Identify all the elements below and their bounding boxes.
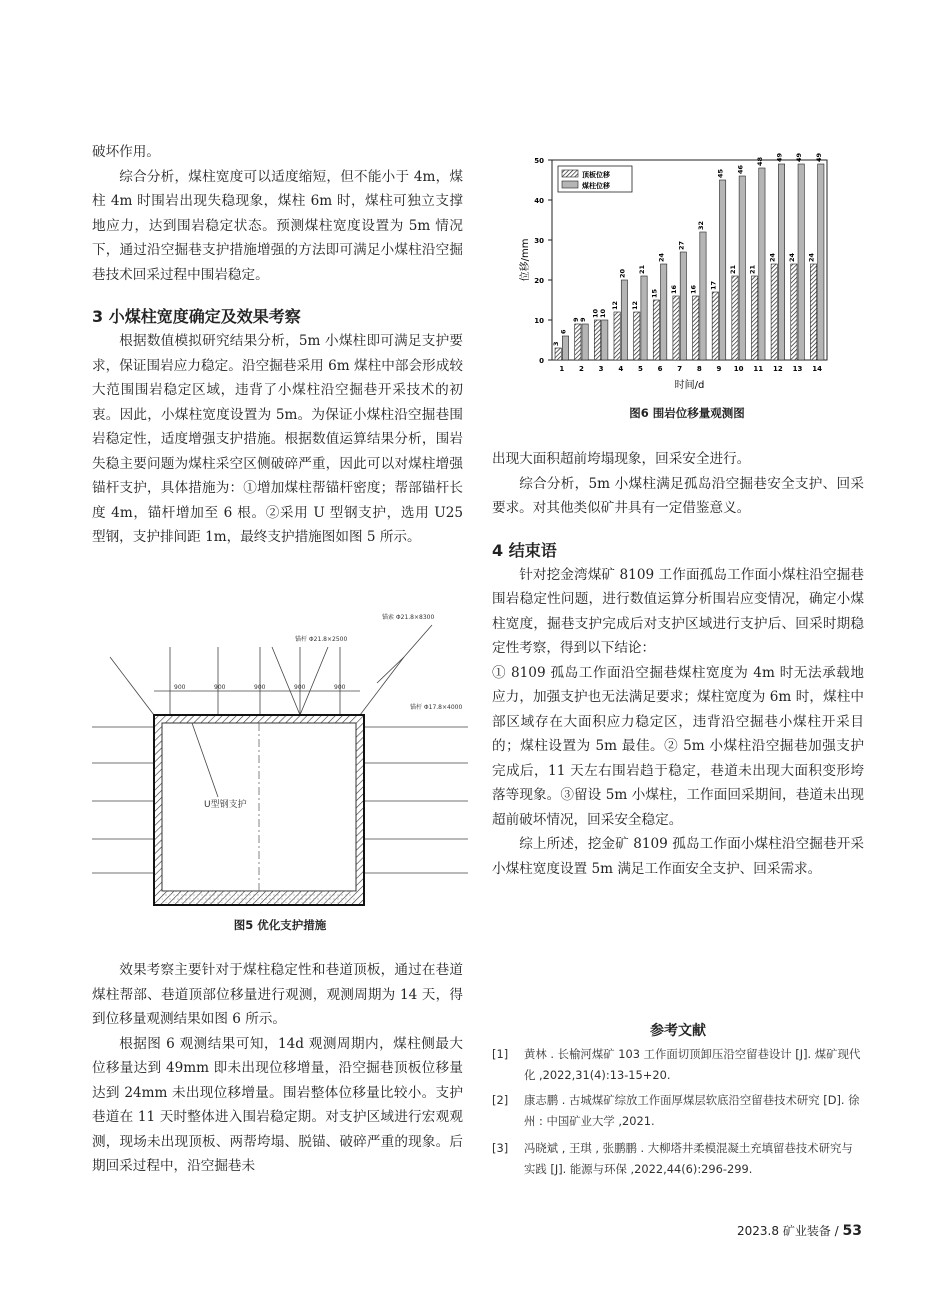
u-steel-label: U型钢支护	[204, 800, 247, 810]
bar-roof	[732, 276, 738, 360]
bar-roof	[771, 264, 777, 360]
bar-value-label: 17	[709, 280, 718, 290]
bar-roof	[575, 324, 581, 360]
bar-value-label: 24	[787, 252, 796, 262]
bar-value-label: 48	[755, 156, 764, 166]
bar-value-label: 9	[571, 317, 580, 322]
paragraph: ① 8109 孤岛工作面沿空掘巷煤柱宽度为 4m 时无法承载地应力，加强支护也无法满足要求；煤柱宽度为 6m 时，煤柱中部区域存在大面积应力稳定区，违背沿空掘巷小煤柱开采目的；煤柱设置为 5m 最佳。② 5m 小煤柱沿空掘巷加强支护完成后，11 天左右围岩趋于稳定，巷道未出现大面积变形垮落等现象。③留设 5m 小煤柱，工作面回采期间，巷道未出现超前破坏情况，回采安全稳定。	[492, 664, 864, 828]
y-tick-label: 10	[534, 317, 544, 325]
bar-roof	[751, 276, 757, 360]
x-tick-label: 13	[792, 365, 803, 373]
bar-pillar	[719, 180, 725, 360]
paragraph: 综合分析，5m 小煤柱满足孤岛沿空掘巷安全支护、回采要求。对其他类似矿井具有一定借鉴意义。	[492, 475, 864, 516]
x-tick-label: 14	[812, 365, 823, 373]
bar-value-label: 49	[795, 152, 804, 162]
x-tick-label: 4	[618, 365, 624, 373]
bar-pillar	[562, 336, 568, 360]
x-tick-label: 3	[598, 365, 604, 373]
legend-label: 顶板位移	[582, 171, 610, 179]
bar-pillar	[602, 320, 608, 360]
legend-swatch-roof	[562, 170, 578, 177]
reference-item	[492, 1138, 862, 1180]
y-tick-label: 30	[534, 237, 544, 245]
y-tick-label: 50	[534, 157, 544, 165]
figure-6-caption: 图6 围岩位移量观测图	[629, 406, 745, 420]
x-tick-label: 12	[773, 365, 783, 373]
bar-pillar	[621, 280, 627, 360]
x-tick-label: 5	[637, 365, 643, 373]
x-tick-label: 10	[733, 365, 744, 373]
bar-value-label: 6	[559, 329, 568, 334]
reference-number: [2]	[492, 1093, 509, 1107]
bar-roof	[653, 300, 659, 360]
bar-value-label: 24	[657, 252, 666, 262]
right-column	[492, 447, 864, 881]
bar-value-label: 21	[728, 264, 737, 274]
bar-pillar	[818, 164, 824, 360]
bar-value-label: 15	[650, 288, 659, 298]
bar-value-label: 16	[689, 284, 698, 294]
reference-number: [3]	[492, 1141, 509, 1155]
paragraph: 效果考察主要针对于煤柱稳定性和巷道顶板，通过在巷道煤柱帮部、巷道顶部位移量进行观测，观测周期为 14 天，得到位移量观测结果如图 6 所示。	[92, 962, 463, 1027]
reference-text: 黄林 . 长榆河煤矿 103 工作面切顶卸压沿空留巷设计 [J]. 煤矿现代化 ,2022,31(4):13-15+20.	[524, 1047, 861, 1082]
x-tick-label: 9	[716, 365, 722, 373]
reference-text: 康志鹏 . 古城煤矿综放工作面厚煤层软底沿空留巷技术研究 [D]. 徐州 : 中国矿业大学 ,2021.	[524, 1093, 860, 1128]
left-column-bottom	[92, 958, 463, 1179]
reference-text: 冯晓斌 , 王琪 , 张鹏鹏 . 大柳塔井柔模混凝土充填留巷技术研究与实践 [J]. 能源与环保 ,2022,44(6):296-299.	[524, 1141, 853, 1176]
bar-value-label: 16	[670, 284, 679, 294]
left-column-top	[92, 140, 463, 550]
paragraph: 综合分析，煤柱宽度可以适度缩短，但不能小于 4m，煤柱 4m 时围岩出现失稳现象，煤柱 6m 时，煤柱可独立支撑地应力，达到围岩稳定状态。预测煤柱宽度设置为 5m 情况下，通过沿空掘巷支护措施增强的方法即可满足小煤柱沿空掘巷技术回采过程中围岩稳定。	[92, 168, 463, 283]
bolt-label: 锚杆 Φ21.8×2500	[295, 636, 348, 643]
bar-pillar	[778, 164, 784, 360]
bar-roof	[614, 312, 620, 360]
spacing-label: 900	[174, 684, 186, 691]
section-heading-3: 3 小煤柱宽度确定及效果考察	[92, 307, 301, 326]
bar-value-label: 49	[814, 152, 823, 162]
paragraph: 根据图 6 观测结果可知，14d 观测周期内，煤柱侧最大位移量达到 49mm 即未出现位移增量，沿空掘巷顶板位移量达到 24mm 未出现位移增量。围岩整体位移量比较小。支护巷道在 11 天时整体进入围岩稳定期。对支护区域进行宏观观测，现场未出现顶板、两帮垮塌、脱锚、破碎严重的现象。后期回采过程中，沿空掘巷未	[92, 1035, 463, 1174]
bar-value-label: 3	[552, 341, 561, 346]
x-tick-label: 7	[677, 365, 683, 373]
bar-value-label: 12	[630, 300, 639, 310]
bar-roof	[673, 296, 679, 360]
y-tick-label: 20	[534, 277, 544, 285]
x-tick-label: 1	[559, 365, 565, 373]
bar-pillar	[680, 252, 686, 360]
y-tick-label: 0	[539, 357, 544, 365]
paragraph: 综上所述，挖金矿 8109 孤岛工作面小煤柱沿空掘巷开采小煤柱宽度设置 5m 满足工作面安全支护、回采需求。	[492, 836, 864, 877]
bar-pillar	[582, 324, 588, 360]
bar-roof	[555, 348, 561, 360]
spacing-label: 900	[334, 684, 346, 691]
bar-roof	[791, 264, 797, 360]
bar-roof	[712, 292, 718, 360]
x-tick-label: 8	[696, 365, 702, 373]
bar-pillar	[759, 168, 765, 360]
paragraph: 破坏作用。	[92, 144, 160, 160]
reference-number: [1]	[492, 1047, 509, 1061]
reference-item	[492, 1044, 862, 1086]
figure-5-caption: 图5 优化支护措施	[233, 918, 327, 932]
figure-6-bar-chart	[512, 150, 842, 402]
page-footer	[737, 1222, 862, 1239]
cable-label: 锚索 Φ21.8×8300	[382, 614, 435, 621]
bar-value-label: 20	[618, 268, 627, 278]
bar-roof	[634, 312, 640, 360]
bar-pillar	[700, 232, 706, 360]
bar-pillar	[798, 164, 804, 360]
x-axis-label: 时间/d	[674, 380, 705, 391]
bar-value-label: 27	[677, 240, 686, 250]
spacing-label: 900	[294, 684, 306, 691]
journal-name: 2023.8 矿业装备 /	[737, 1224, 839, 1238]
paragraph: 根据数值模拟研究结果分析，5m 小煤柱即可满足支护要求，保证围岩应力稳定。沿空掘巷采用 6m 煤柱中部会形成较大范围围岩稳定区域，违背了小煤柱沿空掘巷开采技术的初衷。因此，小煤柱宽度设置为 5m。为保证小煤柱沿空掘巷围岩稳定性，适度增强支护措施。根据数值运算结果分析，围岩失稳主要问题为煤柱采空区侧破碎严重，因此可以对煤柱增强锚杆支护，具体措施为：①增加煤柱帮锚杆密度；帮部锚杆长度 4m，锚杆增加至 6 根。②采用 U 型钢支护，选用 U25 型钢，支护排间距 1m，最终支护措施图如图 5 所示。	[92, 333, 463, 545]
bar-pillar	[661, 264, 667, 360]
y-tick-label: 40	[534, 197, 544, 205]
bar-value-label: 21	[748, 264, 757, 274]
figure-5-support-diagram	[92, 605, 468, 910]
spacing-label: 900	[254, 684, 266, 691]
legend-label: 煤柱位移	[582, 182, 610, 190]
x-tick-label: 2	[579, 365, 584, 373]
bar-roof	[594, 320, 600, 360]
y-axis-label: 位移/mm	[520, 238, 531, 282]
x-tick-label: 6	[657, 365, 663, 373]
bar-roof	[810, 264, 816, 360]
references-title: 参考文献	[650, 1023, 706, 1039]
spacing-label: 900	[214, 684, 226, 691]
bar-value-label: 12	[611, 300, 620, 310]
bolt-label: 锚杆 Φ17.8×4000	[410, 704, 463, 711]
legend-swatch-pillar	[562, 181, 578, 188]
paragraph: 出现大面积超前垮塌现象，回采安全进行。	[492, 451, 751, 467]
bar-value-label: 32	[696, 220, 705, 230]
x-tick-label: 11	[753, 365, 764, 373]
reference-item	[492, 1090, 862, 1132]
bar-value-label: 10	[591, 308, 600, 318]
bar-value-label: 45	[716, 168, 725, 178]
bar-value-label: 24	[768, 252, 777, 262]
paragraph: 针对挖金湾煤矿 8109 工作面孤岛工作面小煤柱沿空掘巷围岩稳定性问题，进行数值运算分析围岩应变情况，确定小煤柱宽度，掘巷支护完成后对支护区域进行支护后、回采时期稳定性考察，得到以下结论：	[492, 566, 864, 656]
section-heading-4: 4 结束语	[492, 540, 557, 560]
page-number: 53	[842, 1223, 862, 1239]
bar-value-label: 24	[807, 252, 816, 262]
bar-value-label: 49	[775, 152, 784, 162]
bar-pillar	[739, 176, 745, 360]
bar-value-label: 21	[638, 264, 647, 274]
bar-pillar	[641, 276, 647, 360]
bar-value-label: 10	[598, 308, 607, 318]
bar-roof	[693, 296, 699, 360]
bar-value-label: 9	[579, 317, 588, 322]
bar-value-label: 46	[736, 164, 745, 174]
